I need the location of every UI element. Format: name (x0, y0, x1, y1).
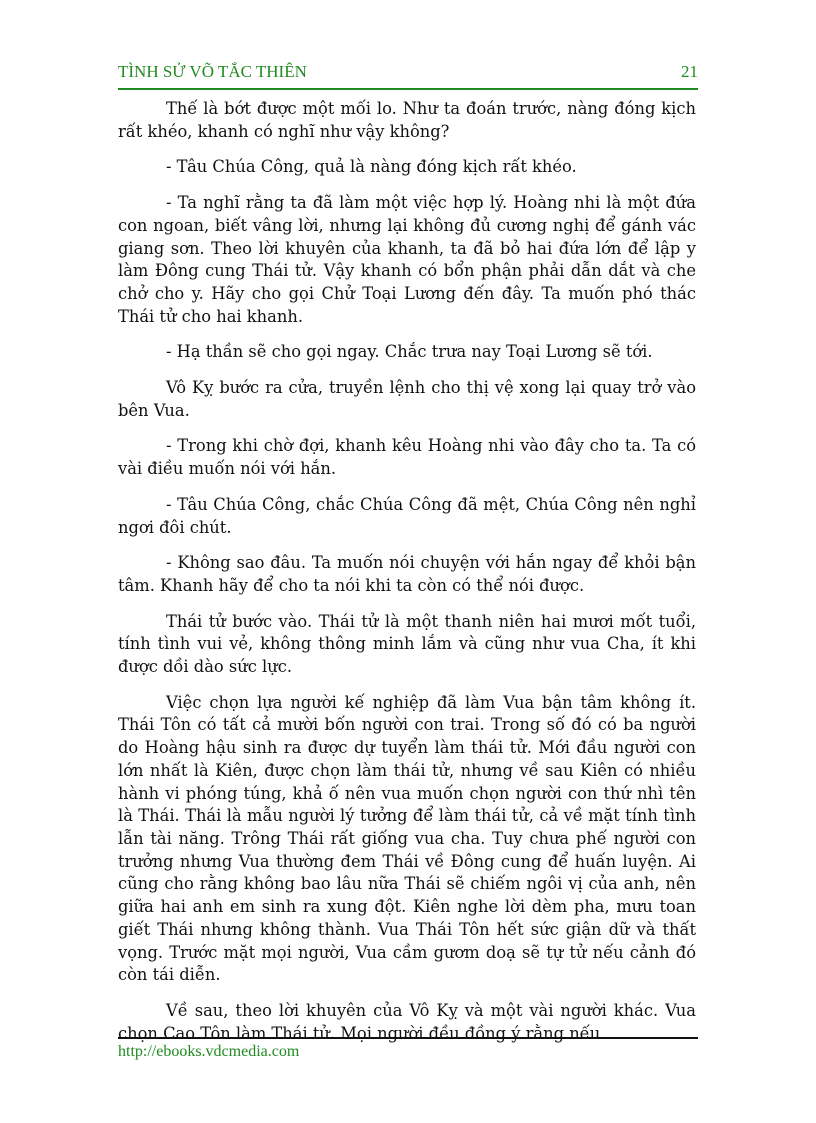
page-body (118, 98, 696, 1058)
paragraph: - Tâu Chúa Công, quả là nàng đóng kịch rất khéo. (166, 157, 577, 177)
book-title: TÌNH SỬ VÕ TẮC THIÊN (118, 62, 307, 81)
paragraph: Việc chọn lựa người kế nghiệp đã làm Vua bận tâm không ít. Thái Tôn có tất cả mười bốn người con trai. Trong số đó có ba người do Hoàng hậu sinh ra được dự tuyển làm thái tử. Mới đầu người con lớn nhất là Kiên, được chọn làm thái tử, nhưng về sau Kiên có nhiều hành vi phóng túng, khả ố nên vua muốn chọn người con thứ nhì tên là Thái. Thái là mẫu người lý tưởng để làm thái tử, cả về mặt tính tình lẫn tài năng. Trông Thái rất giống vua cha. Tuy chưa phế người con trưởng nhưng Vua thường đem Thái về Đông cung để huấn luyện. Ai cũng cho rằng không bao lâu nữa Thái sẽ chiếm ngôi vị của anh, nên giữa hai anh em sinh ra xung đột. Kiên nghe lời dèm pha, mưu toan giết Thái nhưng không thành. Vua Thái Tôn hết sức giận dữ và thất vọng. Trước mặt mọi người, Vua cầm gươm doạ sẽ tự tử nếu cảnh đó còn tái diễn. (118, 692, 696, 985)
footer-divider (118, 1037, 698, 1039)
paragraph: Vô Kỵ bước ra cửa, truyền lệnh cho thị vệ xong lại quay trở vào bên Vua. (118, 378, 696, 420)
paragraph: - Tâu Chúa Công, chắc Chúa Công đã mệt, Chúa Công nên nghỉ ngơi đôi chút. (118, 494, 696, 537)
page-number: 21 (681, 62, 698, 81)
paragraph: - Hạ thần sẽ cho gọi ngay. Chắc trưa nay Toại Lương sẽ tới. (166, 342, 653, 362)
footer-url: http://ebooks.vdcmedia.com (118, 1043, 300, 1060)
paragraph: - Ta nghĩ rằng ta đã làm một việc hợp lý. Hoàng nhi là một đứa con ngoan, biết vâng lời, nhưng lại không đủ cương nghị để gánh vác giang sơn. Theo lời khuyên của khanh, ta đã bỏ hai đứa lớn để lập y làm Đông cung Thái tử. Vậy khanh có bổn phận phải dẫn dắt và che chở cho y. Hãy cho gọi Chử Toại Lương đến đây. Ta muốn phó thác Thái tử cho hai khanh. (118, 193, 696, 326)
paragraph: Thế là bớt được một mối lo. Như ta đoán trước, nàng đóng kịch rất khéo, khanh có nghĩ như vậy không? (118, 99, 696, 141)
paragraph: - Trong khi chờ đợi, khanh kêu Hoàng nhi vào đây cho ta. Ta có vài điều muốn nói với hắn. (118, 436, 696, 479)
paragraph: Thái tử bước vào. Thái tử là một thanh niên hai mươi mốt tuổi, tính tình vui vẻ, không thông minh lắm và cũng như vua Cha, ít khi được dồi dào sức lực. (118, 611, 696, 677)
paragraph: - Không sao đâu. Ta muốn nói chuyện với hắn ngay để khỏi bận tâm. Khanh hãy để cho ta nói khi ta còn có thể nói được. (118, 553, 696, 595)
paragraph: Về sau, theo lời khuyên của Vô Kỵ và một vài người khác. Vua chọn Cao Tôn làm Thái tử. Mọi người đều đồng ý rằng nếu (118, 1000, 696, 1043)
header-divider (118, 88, 698, 90)
page-header (118, 60, 698, 86)
